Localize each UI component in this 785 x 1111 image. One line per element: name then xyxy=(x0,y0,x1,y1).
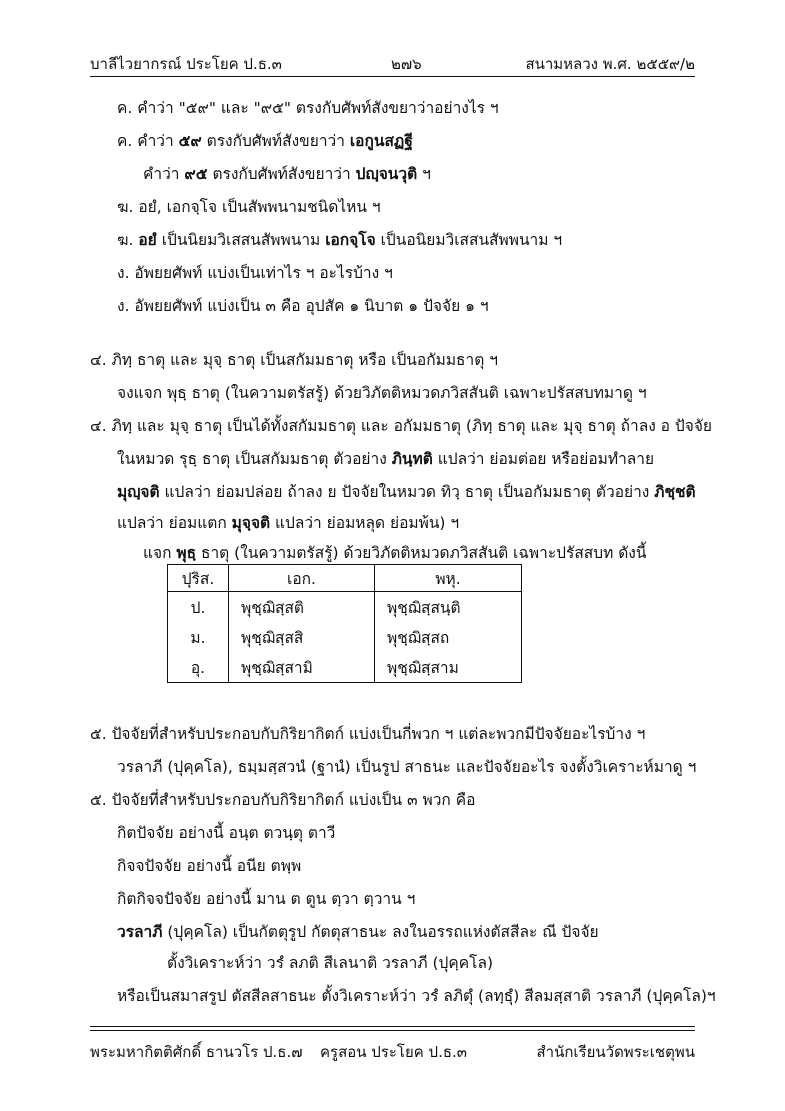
table-header-row xyxy=(168,565,522,592)
a3-ng-line: ง. อัพยยศัพท์ แบ่งเป็น ๓ คือ อุปสัค ๑ นิบาต ๑ ปัจจัย ๑ ฯ xyxy=(117,297,489,315)
col-singular: เอก. xyxy=(229,565,375,592)
footer-center: ครูสอน ประโยค ป.ธ.๓ xyxy=(320,1043,468,1061)
q3-gh-line: ฆ. อยํ, เอกจฺโจ เป็นสัพพนามชนิดไหน ฯ xyxy=(117,198,381,216)
page-header xyxy=(90,46,695,76)
a5-line-1: ๕. ปัจจัยที่สำหรับประกอบกับกิริยากิตก์ แบ่งเป็น ๓ พวก คือ xyxy=(90,791,476,809)
q5-line-2: วรลาภี (ปุคฺคโล), ธมฺมสฺสวนํ (ฐานํ) เป็นรูป สาธนะ และปัจจัยอะไร จงตั้งวิเคราะห์มาดู ฯ xyxy=(117,758,697,776)
footer-rule-top xyxy=(90,1026,695,1027)
a5-line-7: หรือเป็นสมาสรูป ตัสสีลสาธนะ ตั้งวิเคราะห์ว่า วรํ ลภิตุํ (ลทฺธุํ) สีลมสฺสาติ วรลาภี (ปุคฺคโล)ฯ xyxy=(117,987,716,1005)
q3-ng-line: ง. อัพยยศัพท์ แบ่งเป็นเท่าไร ฯ อะไรบ้าง ฯ xyxy=(117,264,393,282)
page-number: ๒๗๖ xyxy=(391,55,422,73)
header-left: บาลีไวยากรณ์ ประโยค ป.ธ.๓ xyxy=(90,55,282,73)
footer-rule-bottom xyxy=(90,1030,695,1031)
a5-line-2: กิตปัจจัย อย่างนี้ อนฺต ตวนฺตุ ตาวี xyxy=(117,824,336,842)
cell-plural: พุชฺฌิสฺสาม xyxy=(375,652,522,683)
a3-line-1: ค. คำว่า ๕๙ ตรงกับศัพท์สังขยาว่า เอกูนสฏฐี xyxy=(117,132,413,150)
table-row xyxy=(168,592,522,623)
cell-singular: พุชฺฌิสฺสามิ xyxy=(229,652,375,683)
q5-line-1: ๕. ปัจจัยที่สำหรับประกอบกับกิริยากิตก์ แบ่งเป็นกี่พวก ฯ แต่ละพวกมีปัจจัยอะไรบ้าง ฯ xyxy=(90,725,646,743)
a4-conjugation-intro: แจก พุธฺ ธาตุ (ในความตรัสรู้) ด้วยวิภัตติหมวดภวิสสันติ เฉพาะปรัสสบท ดังนี้ xyxy=(143,544,647,562)
header-rule xyxy=(90,76,695,77)
cell-person: ป. xyxy=(168,592,229,623)
conjugation-table xyxy=(167,564,522,683)
cell-plural: พุชฺฌิสฺสนฺติ xyxy=(375,592,522,623)
col-person: ปุริส. xyxy=(168,565,229,592)
footer-left: พระมหากิตติศักดิ์ ธานวโร ป.ธ.๗ xyxy=(90,1043,303,1061)
table-row xyxy=(168,652,522,683)
a4-line-2: ในหมวด รุธฺ ธาตุ เป็นสกัมมธาตุ ตัวอย่าง ภินฺทติ แปลว่า ย่อมต่อย หรือย่อมทำลาย xyxy=(117,450,655,468)
q3-line: ค. คำว่า "๕๙" และ "๙๕" ตรงกับศัพท์สังขยาว่าอย่างไร ฯ xyxy=(117,99,499,117)
cell-singular: พุชฺฌิสฺสติ xyxy=(229,592,375,623)
q4-line-1: ๔. ภิทฺ ธาตุ และ มุจฺ ธาตุ เป็นสกัมมธาตุ หรือ เป็นอกัมมธาตุ ฯ xyxy=(90,351,498,369)
cell-plural: พุชฺฌิสฺสถ xyxy=(375,622,522,652)
cell-person: ม. xyxy=(168,622,229,652)
a5-line-4: กิตกิจจปัจจัย อย่างนี้ มาน ต ตูน ตฺวา ตฺวาน ฯ xyxy=(117,890,416,908)
cell-singular: พุชฺฌิสฺสสิ xyxy=(229,622,375,652)
a4-line-1: ๔. ภิทฺ และ มุจฺ ธาตุ เป็นได้ทั้งสกัมมธาตุ และ อกัมมธาตุ (ภิทฺ ธาตุ และ มุจฺ ธาตุ ถ้าลง อ ปัจจัย xyxy=(90,417,713,435)
q4-line-2: จงแจก พุธฺ ธาตุ (ในความตรัสรู้) ด้วยวิภัตติหมวดภวิสสันติ เฉพาะปรัสสบทมาดู ฯ xyxy=(117,384,647,402)
cell-person: อุ. xyxy=(168,652,229,683)
a3-line-2: คำว่า ๙๕ ตรงกับศัพท์สังขยาว่า ปญฺจนวุติ ฯ xyxy=(143,165,431,183)
a5-line-3: กิจจปัจจัย อย่างนี้ อนีย ตพฺพ xyxy=(117,857,302,875)
a5-line-6: ตั้งวิเคราะห์ว่า วรํ ลภติ สีเลนาติ วรลาภี (ปุคฺคโล) xyxy=(167,954,493,972)
a5-line-5: วรลาภี (ปุคฺคโล) เป็นกัตตุรูป กัตตุสาธนะ ลงในอรรถแห่งตัสสีละ ณี ปัจจัย xyxy=(117,923,599,941)
table-row xyxy=(168,622,522,652)
footer-right: สำนักเรียนวัดพระเชตุพน xyxy=(536,1043,695,1061)
a4-line-3: มุญฺจติ แปลว่า ย่อมปล่อย ถ้าลง ย ปัจจัยในหมวด ทิวฺ ธาตุ เป็นอกัมมธาตุ ตัวอย่าง ภิชฺชติ xyxy=(117,483,696,501)
a4-line-4: แปลว่า ย่อมแตก มุจฺจติ แปลว่า ย่อมหลุด ย่อมพ้น) ฯ xyxy=(117,514,460,532)
col-plural: พหุ. xyxy=(375,565,522,592)
header-right: สนามหลวง พ.ศ. ๒๕๕๙/๒ xyxy=(525,55,695,73)
a3-gh-line: ฆ. อยํ เป็นนิยมวิเสสนสัพพนาม เอกจฺโจ เป็นอนิยมวิเสสนสัพพนาม ฯ xyxy=(117,231,563,249)
